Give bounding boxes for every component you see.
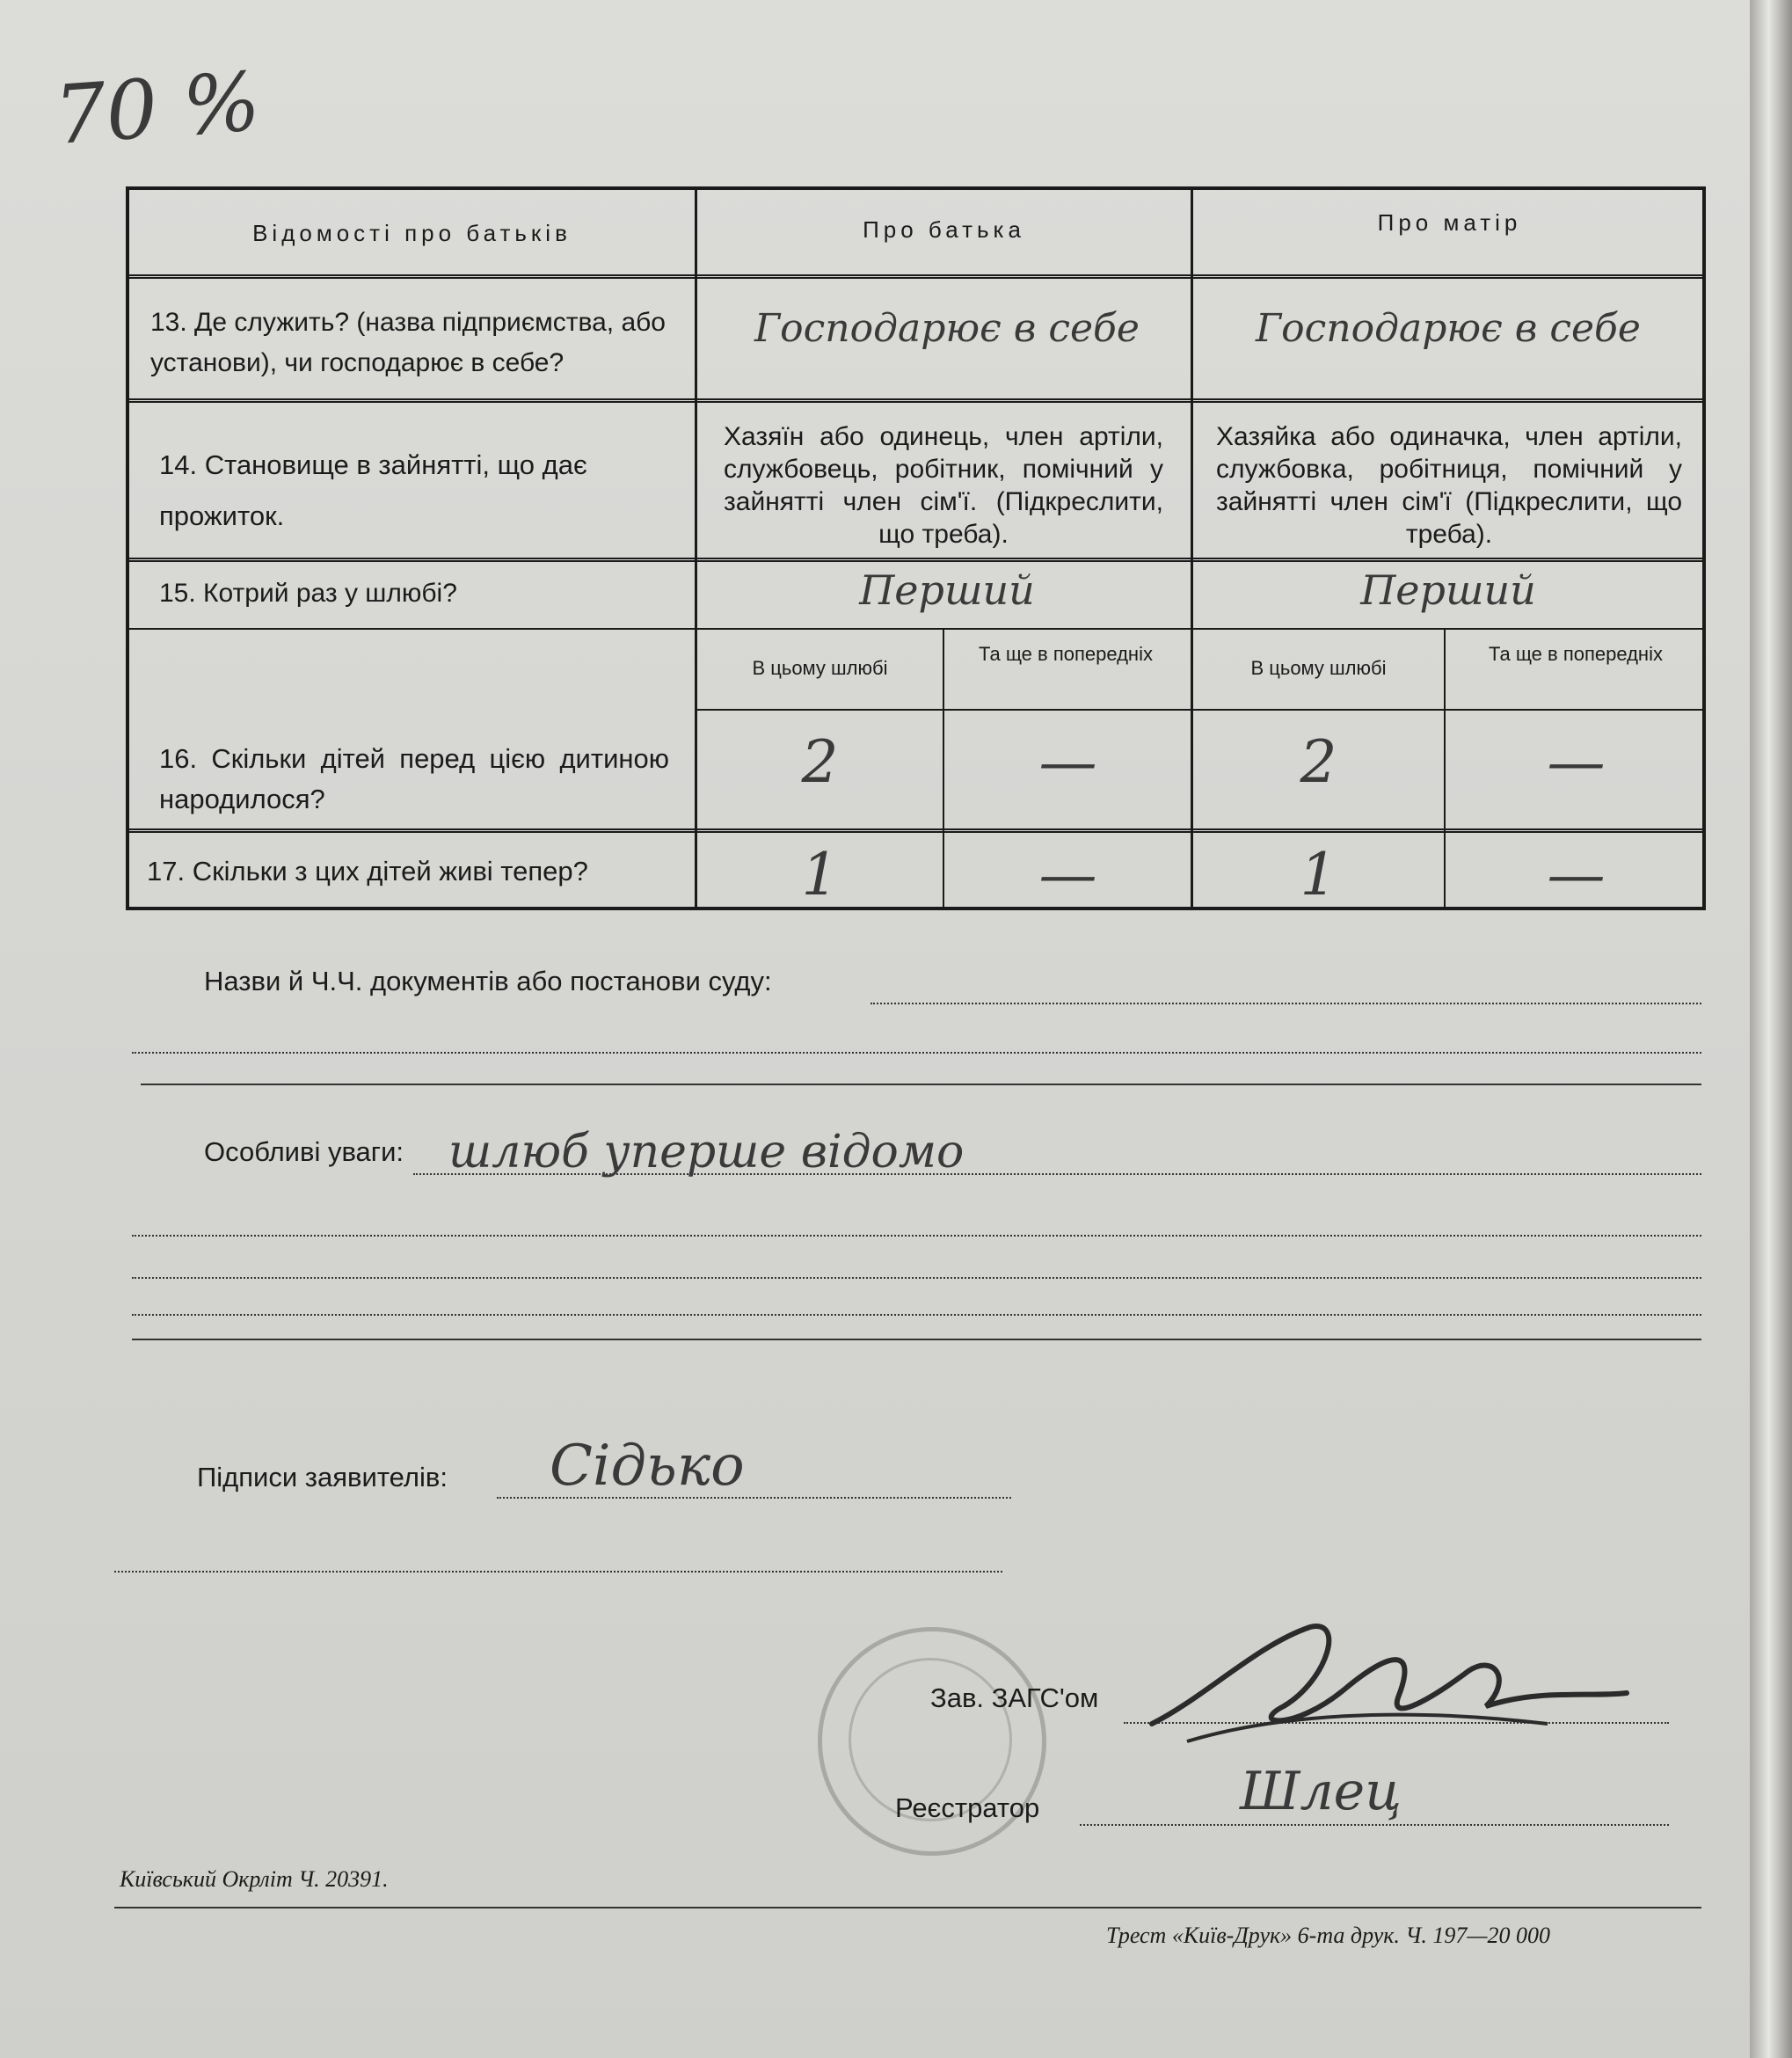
row-line-header bbox=[129, 274, 1706, 279]
subheader-mother-this: В цьому шлюбі bbox=[1250, 657, 1387, 679]
footer-left: Київський Окрліт Ч. 20391. bbox=[120, 1866, 389, 1892]
answer-13-mother: Господарює в себе bbox=[1256, 306, 1641, 351]
question-17: 17. Скільки з цих дітей живі тепер? bbox=[147, 856, 588, 887]
remarks-dotted-line-4 bbox=[132, 1314, 1701, 1316]
col-divider-2 bbox=[1191, 190, 1193, 910]
col-divider-mother-sub bbox=[1444, 630, 1446, 910]
margin-note: 70 % bbox=[51, 54, 264, 164]
question-16: 16. Скільки дітей перед цією дитиною народилося? bbox=[159, 743, 669, 814]
documents-dotted-line bbox=[871, 1003, 1701, 1004]
options-14-father: Хазяїн або одинець, член артіли, службовець, робітник, помічний у зайнятті член сім'ї. (Підкреслити, що треба). bbox=[724, 422, 1163, 549]
head-label: Зав. ЗАГС'ом bbox=[930, 1682, 1099, 1713]
options-14-mother: Хазяйка або одиначка, член артіли, службовка, робітниця, помічний у зайнятті член сім'ї (Підкреслити, що треба). bbox=[1216, 422, 1682, 549]
remarks-value: шлюб уперше відомо bbox=[448, 1126, 965, 1179]
row-line-13 bbox=[129, 398, 1706, 403]
footer-right: Трест «Київ-Друк» 6-та друк. Ч. 197—20 000 bbox=[1106, 1923, 1550, 1948]
answer-16-mother-this: 2 bbox=[1300, 728, 1337, 796]
answer-16-father-prev: — bbox=[1038, 728, 1097, 796]
applicant-signature: Сідько bbox=[550, 1434, 745, 1499]
remarks-label: Особливі уваги: bbox=[204, 1136, 404, 1167]
answer-15-mother: Перший bbox=[1360, 566, 1536, 614]
question-13: 13. Де служить? (назва підприємства, або установи), чи господарює в себе? bbox=[150, 308, 666, 377]
applicants-dotted-line-2 bbox=[114, 1571, 1002, 1573]
question-14: 14. Становище в зайнятті, що дає прожиток. bbox=[159, 449, 587, 531]
subheader-mother-previous: Та ще в попередніх bbox=[1489, 643, 1663, 665]
header-mother: Про матір bbox=[1377, 209, 1522, 236]
answer-17-mother-this: 1 bbox=[1300, 841, 1337, 909]
row-line-15 bbox=[129, 628, 1706, 630]
row-line-14 bbox=[129, 558, 1706, 562]
registrar-dotted-line bbox=[1080, 1824, 1669, 1826]
header-parents-info: Відомості про батьків bbox=[252, 220, 572, 246]
footer-line bbox=[114, 1907, 1701, 1908]
header-father: Про батька bbox=[863, 216, 1025, 243]
answer-13-father: Господарює в себе bbox=[754, 306, 1140, 351]
registrar-label: Реєстратор bbox=[895, 1792, 1040, 1823]
separator-line-2 bbox=[132, 1339, 1701, 1340]
applicants-label: Підписи заявителів: bbox=[197, 1462, 448, 1492]
documents-label: Назви й Ч.Ч. документів або постанови суду: bbox=[204, 966, 772, 996]
parents-info-table bbox=[126, 186, 1706, 910]
row-line-subheader bbox=[695, 709, 1706, 711]
row-line-16 bbox=[129, 828, 1706, 833]
answer-17-father-this: 1 bbox=[801, 841, 839, 909]
registrar-signature: Шлец bbox=[1240, 1761, 1402, 1822]
book-page-edge bbox=[1750, 0, 1792, 2058]
separator-line-1 bbox=[141, 1084, 1701, 1085]
documents-dotted-line-2 bbox=[132, 1052, 1701, 1054]
remarks-dotted-line-2 bbox=[132, 1235, 1701, 1237]
answer-15-father: Перший bbox=[859, 566, 1035, 614]
answer-17-father-prev: — bbox=[1038, 841, 1097, 909]
head-signature-image bbox=[1134, 1592, 1644, 1768]
col-divider-father-sub bbox=[943, 630, 944, 910]
question-15: 15. Котрий раз у шлюбі? bbox=[159, 579, 457, 608]
answer-16-mother-prev: — bbox=[1547, 728, 1606, 796]
remarks-dotted-line-3 bbox=[132, 1277, 1701, 1279]
col-divider-1 bbox=[695, 190, 697, 910]
answer-16-father-this: 2 bbox=[801, 728, 839, 796]
subheader-father-this: В цьому шлюбі bbox=[752, 657, 888, 679]
subheader-father-previous: Та ще в попередніх bbox=[979, 643, 1153, 665]
answer-17-mother-prev: — bbox=[1547, 841, 1606, 909]
